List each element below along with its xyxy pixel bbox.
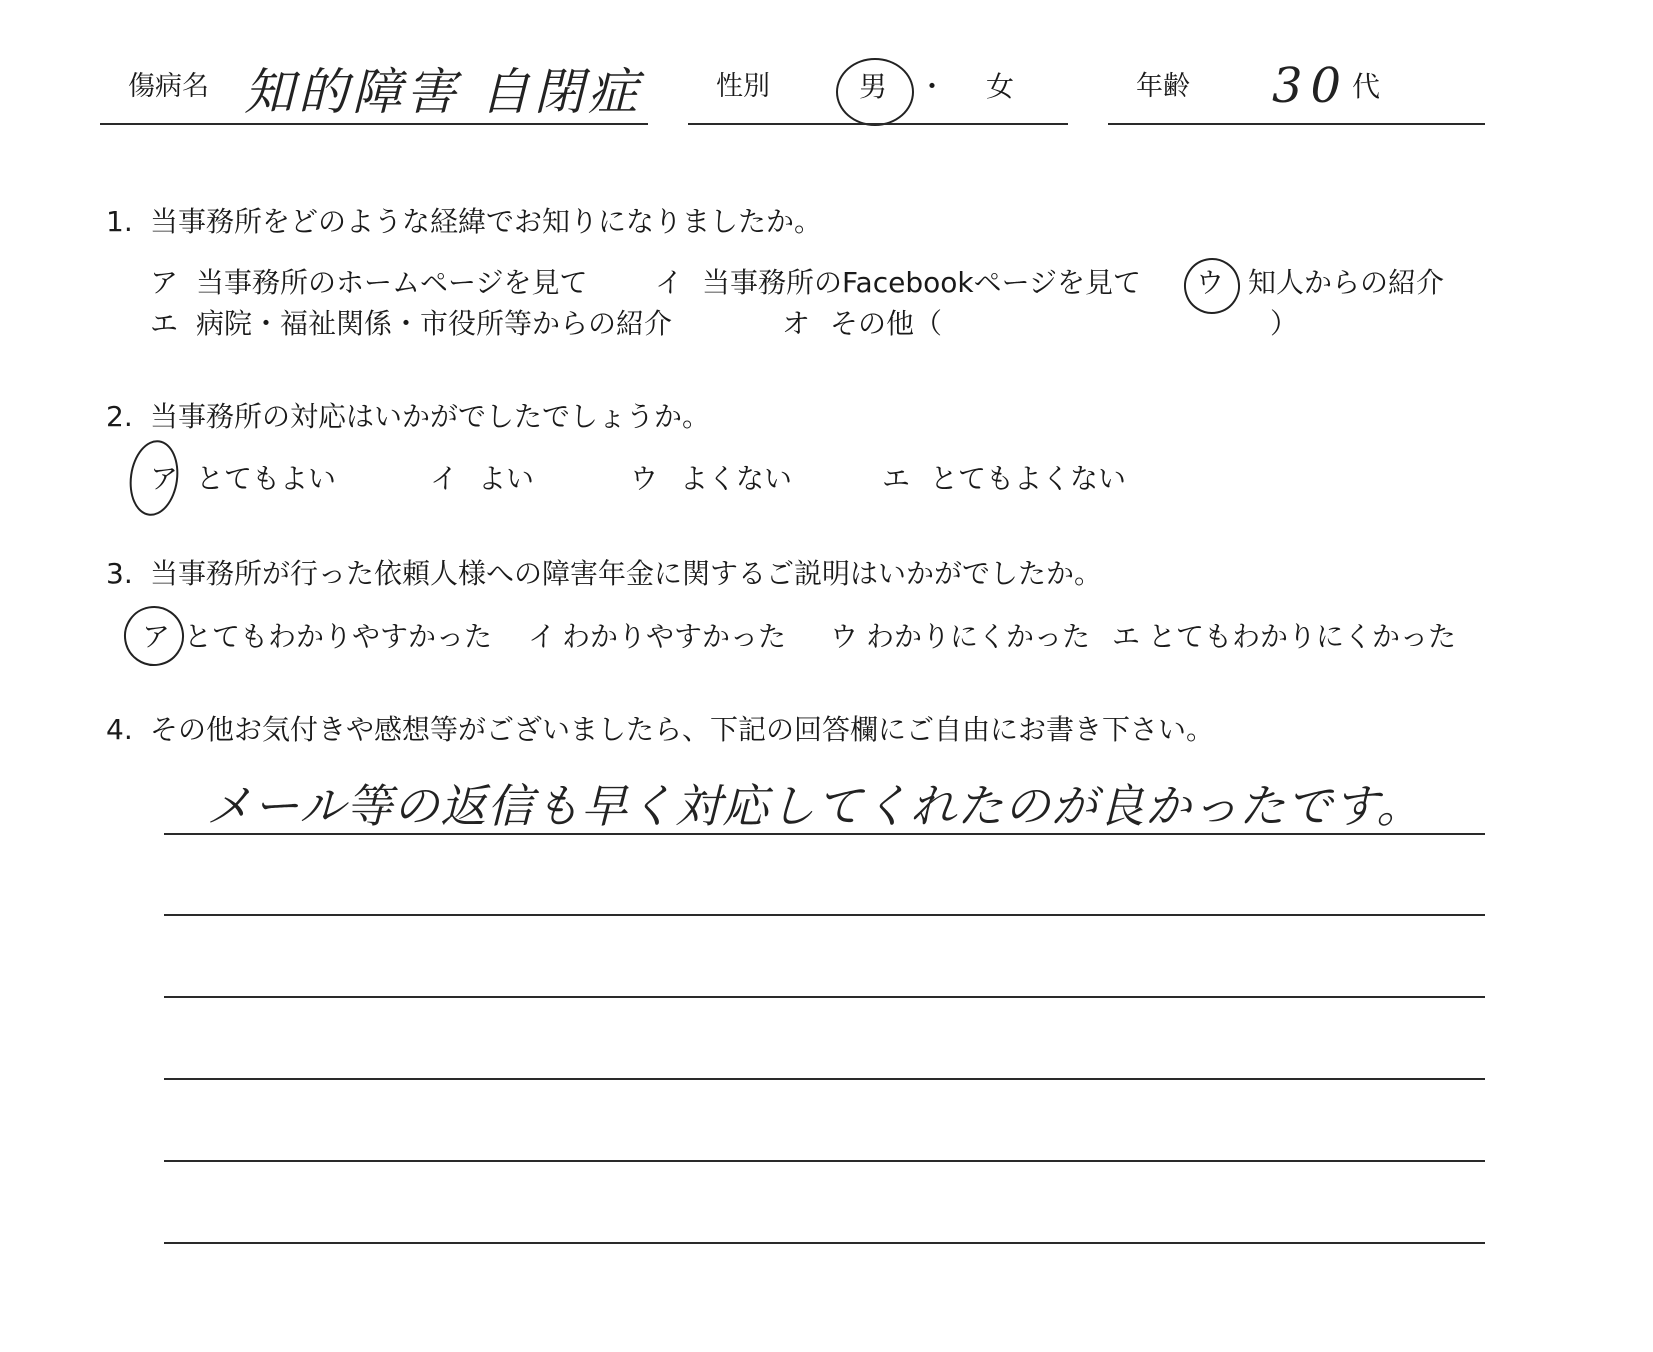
q4-number: 4. bbox=[106, 713, 133, 746]
answer-rule-1 bbox=[164, 833, 1485, 835]
q1-option-u-label: 知人からの紹介 bbox=[1248, 266, 1445, 299]
age-label: 年齢 bbox=[1136, 71, 1190, 102]
diagnosis-underline bbox=[100, 123, 648, 125]
q1-option-e-label: 病院・福祉関係・市役所等からの紹介 bbox=[196, 307, 673, 340]
q3-option-a-key[interactable]: ア bbox=[142, 620, 171, 653]
age-value: 30 bbox=[1272, 58, 1350, 114]
q2-option-e-key[interactable]: エ bbox=[882, 462, 911, 495]
q2-option-a-label: とてもよい bbox=[196, 462, 337, 495]
q3-option-u-key[interactable]: ウ bbox=[830, 620, 859, 653]
q1-number: 1. bbox=[106, 205, 133, 238]
q1-option-i-label: 当事務所のFacebookページを見て bbox=[702, 266, 1142, 299]
q2-text: 当事務所の対応はいかがでしたでしょうか。 bbox=[150, 400, 711, 433]
q2-option-a-key[interactable]: ア bbox=[150, 462, 179, 495]
q1-option-o-key[interactable]: オ bbox=[782, 307, 811, 340]
answer-rule-2 bbox=[164, 914, 1485, 916]
q1-option-u-key[interactable]: ウ bbox=[1196, 266, 1225, 299]
q2-option-e-label: とてもよくない bbox=[930, 462, 1127, 495]
sex-separator: ・ bbox=[918, 70, 947, 103]
q1-option-o-label: その他（ bbox=[830, 307, 943, 340]
q2-option-u-key[interactable]: ウ bbox=[630, 462, 659, 495]
q2-number: 2. bbox=[106, 400, 133, 433]
q1-option-e-key[interactable]: エ bbox=[150, 307, 179, 340]
q3-option-e-key[interactable]: エ bbox=[1112, 620, 1141, 653]
q1-selected-circle bbox=[1179, 253, 1245, 319]
answer-rule-4 bbox=[164, 1078, 1485, 1080]
q3-number: 3. bbox=[106, 557, 133, 590]
age-underline bbox=[1108, 123, 1485, 125]
q3-option-e-label: とてもわかりにくかった bbox=[1148, 620, 1457, 653]
q1-option-i-key[interactable]: イ bbox=[655, 266, 684, 299]
q3-option-i-key[interactable]: イ bbox=[528, 620, 557, 653]
sex-label: 性別 bbox=[716, 71, 770, 102]
q1-text: 当事務所をどのような経緯でお知りになりましたか。 bbox=[150, 205, 823, 238]
q2-selected-circle bbox=[125, 437, 183, 519]
q3-option-u-label: わかりにくかった bbox=[866, 620, 1091, 653]
answer-rule-5 bbox=[164, 1160, 1485, 1162]
q3-option-i-label: わかりやすかった bbox=[562, 620, 787, 653]
sex-male-option[interactable]: 男 bbox=[859, 70, 888, 103]
q3-selected-circle bbox=[119, 601, 189, 671]
sex-underline bbox=[688, 123, 1068, 125]
q3-text: 当事務所が行った依頼人様への障害年金に関するご説明はいかがでしたか。 bbox=[150, 557, 1103, 590]
diagnosis-label: 傷病名 bbox=[128, 71, 209, 102]
answer-rule-6 bbox=[164, 1242, 1485, 1244]
q2-option-i-label: よい bbox=[478, 462, 535, 495]
q1-option-o-close: ） bbox=[1270, 307, 1299, 340]
age-suffix: 代 bbox=[1352, 70, 1381, 103]
q1-option-a-label: 当事務所のホームページを見て bbox=[196, 266, 588, 299]
q3-option-a-label: とてもわかりやすかった bbox=[184, 620, 493, 653]
sex-female-option[interactable]: 女 bbox=[986, 70, 1015, 103]
q4-text: その他お気付きや感想等がございましたら、下記の回答欄にご自由にお書き下さい。 bbox=[150, 713, 1215, 746]
q2-option-u-label: よくない bbox=[680, 462, 793, 495]
diagnosis-value: 知的障害 自閉症 bbox=[244, 63, 642, 121]
answer-rule-3 bbox=[164, 996, 1485, 998]
q4-answer-line-1: メール等の返信も早く対応してくれたのが良かったです。 bbox=[206, 779, 1424, 833]
q1-option-a-key[interactable]: ア bbox=[150, 266, 179, 299]
q2-option-i-key[interactable]: イ bbox=[430, 462, 459, 495]
sex-selected-circle bbox=[836, 58, 914, 126]
